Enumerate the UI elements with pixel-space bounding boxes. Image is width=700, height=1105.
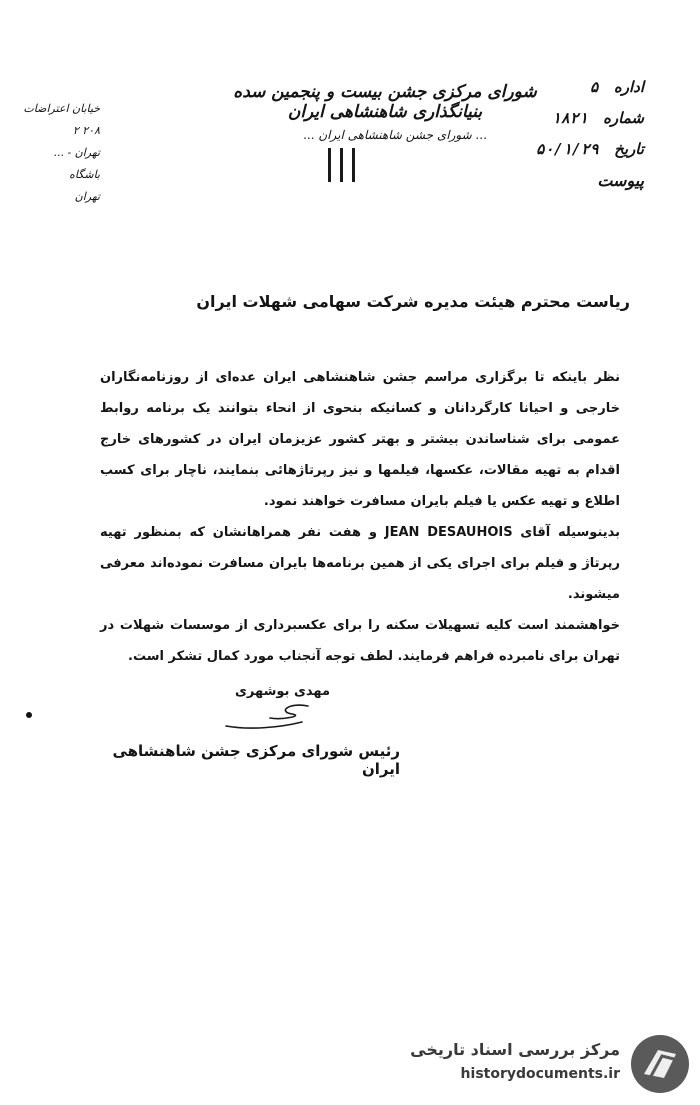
date-label: تاریخ: [614, 140, 644, 158]
watermark-text-en: historydocuments.ir: [460, 1066, 620, 1082]
date-row: [484, 134, 644, 165]
reference-block: [484, 72, 644, 196]
watermark: [402, 1032, 692, 1096]
letter-body: [100, 362, 620, 672]
letterhead-stamp-line: ... شورای جشن شاهنشاهی ایران ...: [303, 128, 487, 142]
office-row: [484, 72, 644, 103]
attachment-label: پیوست: [597, 171, 644, 190]
address-line: تهران: [74, 190, 100, 203]
number-label: شماره: [603, 109, 644, 127]
watermark-text-fa: مرکز بررسی اسناد تاریخی: [410, 1040, 620, 1059]
salutation: ریاست محترم هیئت مدیره شرکت سهامی شهلات ایران: [196, 292, 630, 311]
number-value: ۱۸۲۱: [551, 109, 588, 127]
date-value: ۵۰/۱/۲۹: [535, 140, 599, 158]
stamp-mark: [268, 148, 368, 184]
margin-mark: [26, 712, 32, 718]
office-label: اداره: [613, 78, 644, 96]
letterhead-organization: شورای مرکزی جشن بیست و پنجمین سده بنیانگذاری شاهنشاهی ایران: [233, 82, 537, 122]
margin-address: [20, 98, 100, 208]
signatory-name: مهدی بوشهری: [235, 684, 330, 699]
handwritten-signature: [218, 698, 318, 738]
body-paragraph: خواهشمند است کلیه تسهیلات سکنه را برای عکسبرداری از موسسات شهلات در تهران برای نامبرده فراهم فرمایند. لطف توجه آنجناب مورد کمال تشکر است.: [100, 618, 620, 664]
address-line: تهران - ... باشگاه: [53, 146, 100, 181]
attachment-row: [484, 165, 644, 196]
signatory-title: رئیس شورای مرکزی جشن شاهنشاهی ایران: [112, 742, 400, 778]
body-paragraph: نظر باینکه تا برگزاری مراسم جشن شاهنشاهی ایران عده‌ای از روزنامه‌نگاران خارجی و احیانا کارگردانان و کسانیکه بنحوی از انحاء بتوانند یک برنامه روابط عمومی برای شناساندن بیشتر و بهتر کشور عزیزمان ایران در کشورهای خارج اقدام به تهیه مقالات، عکسها، فیلمها و نیز رپرتاژهائی بنمایند، ناچار برای کسب اطلاع و تهیه عکس یا فیلم بایران مسافرت خواهند نمود.: [100, 370, 620, 509]
office-value: ۵: [589, 78, 599, 96]
number-row: [484, 103, 644, 134]
archive-logo-icon: [628, 1032, 692, 1096]
body-paragraph: بدینوسیله آقای JEAN DESAUHOIS و هفت نفر همراهانشان که بمنظور تهیه رپرتاژ و فیلم برای اجرای یکی از همین برنامه‌ها بایران مسافرت نموده‌اند معرفی میشوند.: [100, 525, 620, 602]
address-line: خیابان اعتراضات ۲۰۸ ۲: [23, 102, 100, 137]
